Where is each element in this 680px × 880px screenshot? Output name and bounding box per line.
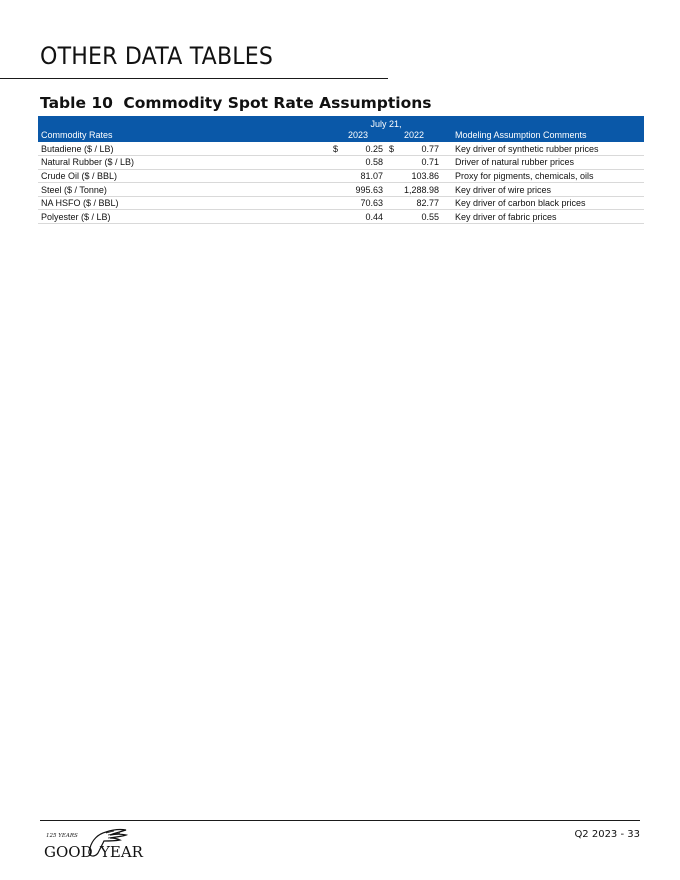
value-2023: 0.44: [342, 210, 386, 224]
assumption-comment: Key driver of synthetic rubber prices: [452, 142, 644, 156]
table-row: [38, 169, 644, 183]
table-row: [38, 142, 644, 156]
value-2022: 0.55: [398, 210, 442, 224]
logo-years-text: 125 YEARS: [46, 833, 78, 839]
assumption-comment: Key driver of carbon black prices: [452, 196, 644, 210]
assumption-comment: Key driver of fabric prices: [452, 210, 644, 224]
logo-wordmark-left: GOOD: [44, 843, 93, 861]
commodity-name: Crude Oil ($ / BBL): [38, 169, 330, 183]
table-title: Commodity Spot Rate Assumptions: [123, 94, 432, 112]
table-row: [38, 196, 644, 210]
commodity-name: NA HSFO ($ / BBL): [38, 196, 330, 210]
header-date-group: July 21,: [330, 116, 442, 129]
title-divider: [0, 78, 388, 79]
value-2022: 82.77: [398, 196, 442, 210]
commodity-name: Butadiene ($ / LB): [38, 142, 330, 156]
assumption-comment: Key driver of wire prices: [452, 183, 644, 197]
table-caption: [40, 94, 431, 112]
assumption-comment: Driver of natural rubber prices: [452, 156, 644, 170]
goodyear-logo: [40, 824, 144, 869]
assumption-comment: Proxy for pigments, chemicals, oils: [452, 169, 644, 183]
commodity-rates-table: [38, 116, 644, 224]
header-comments: Modeling Assumption Comments: [452, 129, 644, 142]
commodity-name: Steel ($ / Tonne): [38, 183, 330, 197]
value-2023: 0.25: [342, 142, 386, 156]
commodity-name: Natural Rubber ($ / LB): [38, 156, 330, 170]
currency-symbol: [330, 183, 342, 197]
header-commodity-rates: Commodity Rates: [38, 129, 330, 142]
currency-symbol: [330, 210, 342, 224]
currency-symbol: [386, 183, 398, 197]
table-header-group-row: [38, 116, 644, 129]
currency-symbol: [386, 210, 398, 224]
commodity-name: Polyester ($ / LB): [38, 210, 330, 224]
logo-wordmark-right: YEAR: [100, 843, 143, 861]
value-2023: 995.63: [342, 183, 386, 197]
currency-symbol: [330, 196, 342, 210]
currency-symbol: [330, 169, 342, 183]
currency-symbol: $: [386, 142, 398, 156]
table-number: Table 10: [40, 94, 113, 112]
footer-divider: [40, 820, 640, 821]
value-2022: 0.77: [398, 142, 442, 156]
value-2022: 1,288.98: [398, 183, 442, 197]
table-row: [38, 210, 644, 224]
page-title: OTHER DATA TABLES: [40, 42, 274, 70]
table-row: [38, 183, 644, 197]
currency-symbol: $: [330, 142, 342, 156]
header-year-2023: 2023: [330, 129, 386, 142]
value-2022: 103.86: [398, 169, 442, 183]
currency-symbol: [386, 196, 398, 210]
currency-symbol: [330, 156, 342, 170]
value-2022: 0.71: [398, 156, 442, 170]
table-row: [38, 156, 644, 170]
value-2023: 0.58: [342, 156, 386, 170]
page-number: Q2 2023 - 33: [574, 829, 640, 840]
value-2023: 70.63: [342, 196, 386, 210]
winged-foot-icon: [40, 824, 144, 864]
currency-symbol: [386, 169, 398, 183]
value-2023: 81.07: [342, 169, 386, 183]
currency-symbol: [386, 156, 398, 170]
header-year-2022: 2022: [386, 129, 442, 142]
table-header-row: [38, 129, 644, 142]
